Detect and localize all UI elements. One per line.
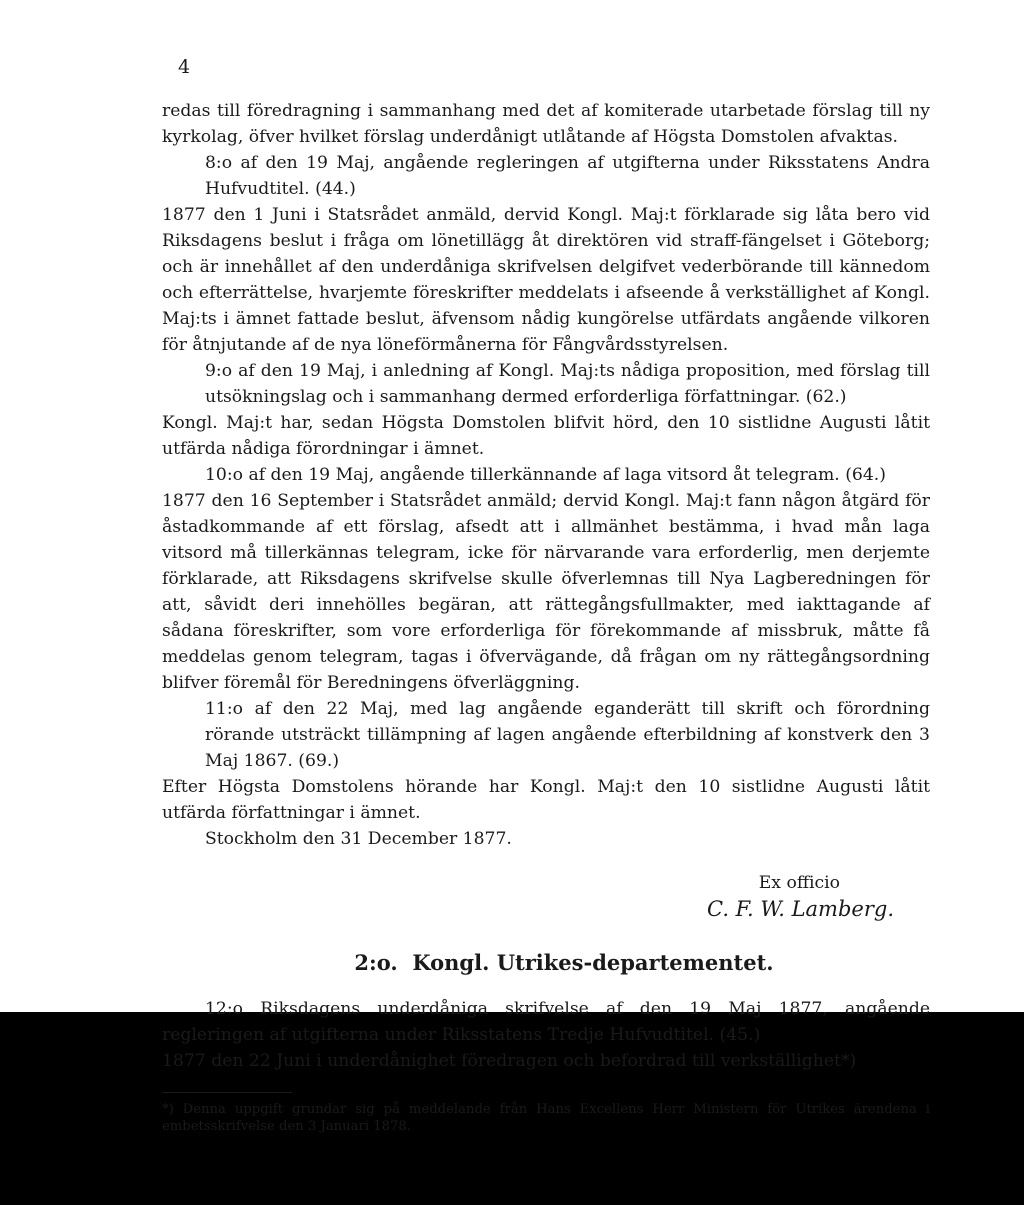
signature: C. F. W. Lamberg. <box>707 897 894 921</box>
section-heading <box>162 950 930 976</box>
section-number: 2:o. <box>354 950 398 975</box>
page-number: 4 <box>178 56 191 78</box>
footnote: *) Denna uppgift grundar sig på meddelande från Hans Excellens Herr Ministern för Utrikes ärendena i embetsskrifvelse den 3 Januari 1878. <box>162 1102 930 1134</box>
paragraph-9: Efter Högsta Domstolens hörande har Kongl. Maj:t den 10 sistlidne Augusti låtit utfärda författningar i ämnet. <box>162 777 930 823</box>
paragraph-7: 1877 den 16 September i Statsrådet anmäld; dervid Kongl. Maj:t fann någon åtgärd för åstadkommande af ett förslag, afsedt att i allmänhet bestämma, i hvad mån laga vitsord må tillerkännas telegram, icke för närvarande vara erforderlig, men derjemte förklarade, att Riksdagens skrifvelse skulle öfverlemnas till Nya Lagberedningen för att, såvidt deri innehölles begäran, att rättegångsfullmakter, med iakttagande af sådana föreskrifter, som vore erforderliga för förekommande af missbruk, måtte få meddelas genom telegram, tagas i öfvervägande, då frågan om ny rättegångsordning blifver föremål för Beredningens öfverläggning. <box>162 491 930 693</box>
ex-officio: Ex officio <box>758 873 840 893</box>
place-date: Stockholm den 31 December 1877. <box>205 829 512 849</box>
paragraph-5: Kongl. Maj:t har, sedan Högsta Domstolen blifvit hörd, den 10 sistlidne Augusti låtit utfärda nådiga förordningar i ämnet. <box>162 413 930 459</box>
section-kongl: Kongl. <box>412 950 490 975</box>
item-10-heading: 10:o af den 19 Maj, angående tillerkännande af laga vitsord åt telegram. (64.) <box>205 465 886 485</box>
item-11-heading: 11:o af den 22 Maj, med lag angående eganderätt till skrift och förordning rörande utsträckt tillämpning af lagen angående efterbildning af konstverk den 3 Maj 1867. (69.) <box>205 699 930 771</box>
paragraph-1: redas till föredragning i sammanhang med det af komiterade utarbetade förslag till ny kyrkolag, öfver hvilket förslag underdånigt utlåtande af Högsta Domstolen afvaktas. <box>162 101 930 147</box>
footnote-rule <box>162 1092 292 1093</box>
paragraph-11: 1877 den 22 Juni i underdånighet föredragen och befordrad till verkställighet*) <box>162 1051 857 1071</box>
document-body <box>162 98 930 1135</box>
paragraph-3: 1877 den 1 Juni i Statsrådet anmäld, dervid Kongl. Maj:t förklarade sig låta bero vid Riksdagens beslut i fråga om lönetillägg åt direktören vid straff-fängelset i Göteborg; och är innehållet af den underdåniga skrifvelsen delgifvet vederbörande till kännedom och efterrättelse, hvarjemte föreskrifter meddelats i afseende å verkställighet af Kongl. Maj:ts i ämnet fattade beslut, äfvensom nådig kungörelse utfärdats angående vilkoren för åtnjutande af de nya löneförmånerna för Fångvårdsstyrelsen. <box>162 205 930 355</box>
item-8-heading: 8:o af den 19 Maj, angående regleringen af utgifterna under Riksstatens Andra Hufvudtitel. (44.) <box>205 153 930 199</box>
section-department: Utrikes-departementet. <box>496 950 774 975</box>
item-12-heading: 12:o Riksdagens underdåniga skrifvelse af den 19 Maj 1877, angående regleringen af utgifterna under Riksstatens Tredje Hufvudtitel. (45.) <box>162 999 930 1045</box>
item-9-heading: 9:o af den 19 Maj, i anledning af Kongl. Maj:ts nådiga proposition, med förslag till utsökningslag och i sammanhang dermed erforderliga författningar. (62.) <box>205 361 930 407</box>
